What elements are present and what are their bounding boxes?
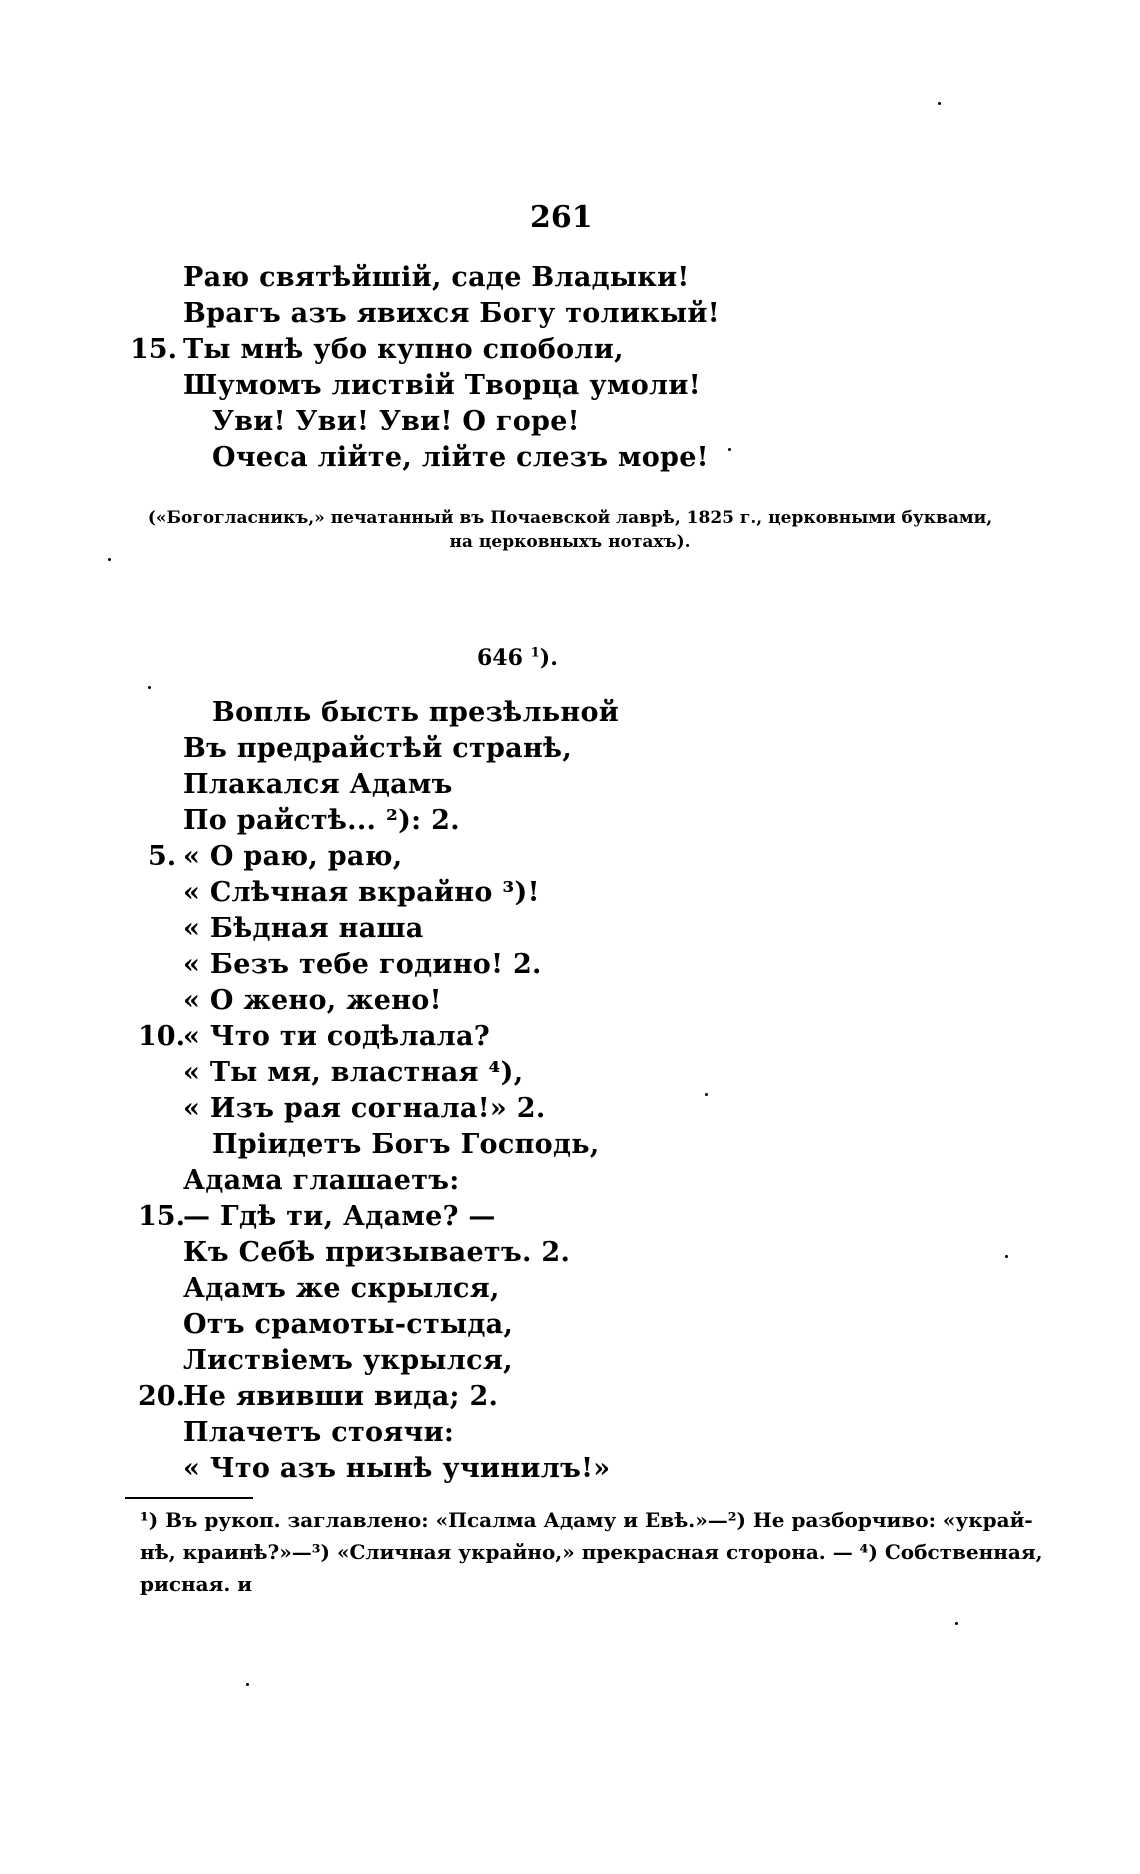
- song-footnote-mark: 1: [530, 645, 540, 661]
- verse-line: Врагъ азъ явихся Богу толикый!: [183, 298, 720, 329]
- song-line: Въ предрайстѣй странѣ,: [183, 733, 573, 764]
- song-line: « Слѣчная вкрайно ³)!: [183, 877, 540, 908]
- line-number: 10.: [138, 1021, 185, 1052]
- scan-speck: [1005, 1255, 1008, 1258]
- song-line: Адамъ же скрылся,: [183, 1273, 500, 1304]
- song-line: Отъ срамоты-стыда,: [183, 1309, 514, 1340]
- song-line: « О жено, жено!: [183, 985, 442, 1016]
- source-note-line-1: («Богогласникъ,» печатанный въ Почаевской лаврѣ, 1825 г., церковными буквами,: [147, 508, 993, 528]
- footnote-line-2: нѣ, краинѣ?»—³) «Сличная украйно,» прекрасная сторона. — ⁴) Собственная,: [140, 1540, 1043, 1564]
- song-number-value: 646: [477, 645, 523, 671]
- verse-line: Ты мнѣ убо купно споболи,: [183, 334, 624, 365]
- scan-speck: [938, 102, 941, 105]
- verse-line: Шумомъ листвій Творца умоли!: [183, 370, 701, 401]
- song-line: « О раю, раю,: [183, 841, 403, 872]
- verse-line: Уви! Уви! Уви! О горе!: [212, 406, 580, 437]
- scan-speck: [108, 558, 111, 561]
- song-line: « Изъ рая согнала!» 2.: [183, 1093, 546, 1124]
- scan-speck: [705, 1093, 708, 1096]
- footnote-line-3: рисная. и: [140, 1572, 253, 1596]
- footnote-line-1: ¹) Въ рукоп. заглавлено: «Псалма Адаму и Евѣ.»—²) Не разборчиво: «украй-: [140, 1508, 1033, 1532]
- footnote-rule: [125, 1497, 253, 1499]
- song-line: « Бѣдная наша: [183, 913, 424, 944]
- song-number-suffix: ).: [539, 645, 558, 671]
- line-number: 15.: [138, 1201, 185, 1232]
- verse-line: Очеса лійте, лійте слезъ море!: [212, 442, 709, 473]
- song-line: Адама глашаетъ:: [183, 1165, 460, 1196]
- song-line: — Гдѣ ти, Адаме? —: [183, 1201, 496, 1232]
- song-line: Къ Себѣ призываетъ. 2.: [183, 1237, 571, 1268]
- song-line: Вопль бысть презѣльной: [212, 697, 620, 728]
- line-number: 20.: [138, 1381, 185, 1412]
- song-line: Листвіемъ укрылся,: [183, 1345, 513, 1376]
- song-line: « Что ти содѣлала?: [183, 1021, 490, 1052]
- scan-speck: [148, 686, 151, 689]
- verse-line: Раю святѣйшій, саде Владыки!: [183, 262, 690, 293]
- song-line: « Ты мя, властная ⁴),: [183, 1057, 524, 1088]
- scan-speck: [246, 1683, 249, 1686]
- scan-speck: [955, 1622, 958, 1625]
- verse-number: 15.: [130, 334, 177, 365]
- line-number: 5.: [148, 841, 177, 872]
- song-line: « Безъ тебе годино! 2.: [183, 949, 542, 980]
- page-number: 261: [530, 200, 593, 235]
- source-note-line-2: на церковныхъ нотахъ).: [449, 532, 691, 552]
- song-line: Пріидетъ Богъ Господь,: [212, 1129, 600, 1160]
- song-line: « Что азъ нынѣ учинилъ!»: [183, 1453, 611, 1484]
- scan-speck: [728, 448, 731, 451]
- song-line: Не явивши вида; 2.: [183, 1381, 499, 1412]
- song-line: Плакался Адамъ: [183, 769, 453, 800]
- song-number: [477, 645, 558, 671]
- song-line: По райстѣ... ²): 2.: [183, 805, 460, 836]
- song-line: Плачетъ стоячи:: [183, 1417, 455, 1448]
